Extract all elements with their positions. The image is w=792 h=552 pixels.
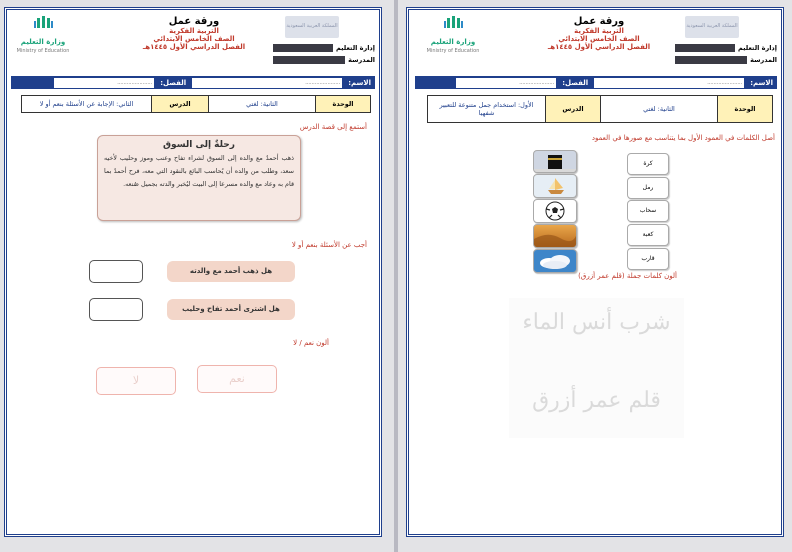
story-card <box>97 135 301 221</box>
edu-admin-field[interactable] <box>675 44 735 52</box>
worksheet-term: الفصل الدراسي الأول ١٤٤٥هـ <box>547 43 651 51</box>
name-label: الاسم: <box>348 78 371 87</box>
unit-label: الوحدة <box>718 96 773 123</box>
school-label: المدرسة <box>750 56 777 64</box>
ministry-name-en: Ministry of Education <box>16 48 70 54</box>
yes-option[interactable]: نعم <box>197 365 277 393</box>
worksheet-page-right <box>406 7 784 537</box>
edu-admin-label: إدارة التعليم <box>737 44 777 52</box>
lesson-value: الثاني: الإجابة عن الأسئلة بنعم أو لا <box>22 96 152 113</box>
instruction-listen: أستمع إلى قصة الدرس <box>299 123 367 131</box>
lesson-info-table <box>21 95 371 113</box>
kingdom-crest <box>285 16 339 38</box>
worksheet-title: ورقة عمل <box>168 16 220 27</box>
boat-icon <box>534 175 576 197</box>
lesson-label: الدرس <box>152 96 209 113</box>
name-field[interactable]: ...................... <box>192 78 342 88</box>
story-title: رحلةٌ إلى السوق <box>163 140 235 150</box>
name-field[interactable]: ...................... <box>594 78 744 88</box>
question-2: هل اشترى أحمد تفاح وحليب <box>167 299 295 320</box>
school-field[interactable] <box>273 56 345 64</box>
clouds-image[interactable] <box>533 249 577 273</box>
answer-box-1[interactable] <box>89 260 143 283</box>
school-label: المدرسة <box>348 56 375 64</box>
crest-text: المملكة العربية السعودية <box>686 23 738 29</box>
ball-icon <box>534 200 576 222</box>
tracing-area <box>509 298 684 438</box>
no-option[interactable]: لا <box>96 367 176 395</box>
lesson-label: الدرس <box>546 96 601 123</box>
class-field[interactable]: ...................... <box>456 78 556 88</box>
worksheet-title: ورقة عمل <box>573 16 625 27</box>
ministry-logo <box>11 14 75 58</box>
worksheet-grade: الصف الخامس الابتدائي <box>153 35 235 43</box>
worksheet-subject: التربية الفكرية <box>574 27 624 35</box>
word-item[interactable]: رمل <box>627 177 669 199</box>
worksheet-heading <box>139 16 249 51</box>
class-label: الفصل: <box>160 78 187 87</box>
sand-image[interactable] <box>533 224 577 248</box>
ministry-logo <box>421 14 485 58</box>
ball-image[interactable] <box>533 199 577 223</box>
page-divider <box>394 0 398 552</box>
worksheet-term: الفصل الدراسي الأول ١٤٤٥هـ <box>142 43 246 51</box>
instruction-answer: أجب عن الأسئلة بنعم أو لا <box>291 241 367 249</box>
ministry-name: وزارة التعليم <box>20 38 66 46</box>
unit-label: الوحدة <box>316 96 371 113</box>
name-bar <box>11 76 375 89</box>
word-item[interactable]: كرة <box>627 153 669 175</box>
word-item[interactable]: قارب <box>627 248 669 270</box>
lesson-info-table <box>427 95 773 123</box>
question-1: هل ذهب أحمد مع والدته <box>167 261 295 282</box>
word-item[interactable]: كعبة <box>627 224 669 246</box>
school-meta <box>269 43 375 65</box>
unit-value: الثانية: لغتي <box>601 96 718 123</box>
name-label: الاسم: <box>750 78 773 87</box>
trace-sentence-1[interactable]: شرب أنس الماء <box>522 310 671 335</box>
answer-box-2[interactable] <box>89 298 143 321</box>
school-meta <box>671 43 777 65</box>
ministry-name-en: Ministry of Education <box>426 48 480 54</box>
trace-sentence-2[interactable]: قلم عمر أزرق <box>532 388 661 413</box>
lesson-value: الأول: استخدام جمل متنوعة للتعبير شفهيا <box>428 96 546 123</box>
worksheet-subject: التربية الفكرية <box>169 27 219 35</box>
story-body: ذهب أحمدُ مع والده إلى السوق لشراء تفاح وعنب وموز وحليب لأخيه سعد، وطلب من والده أن يُحاسب البائع بالنقود التي معه، فرح أحمدُ بما قام به وعاد مع والده مسرعا إلى البيت ليُخبر والدته بجميل صُنعه. <box>104 154 294 188</box>
kaaba-icon <box>534 151 576 172</box>
name-bar <box>415 76 777 89</box>
worksheet-heading <box>544 16 654 51</box>
school-field[interactable] <box>675 56 747 64</box>
unit-value: الثانية: لغتي <box>209 96 316 113</box>
instruction-color-sentence: ألون كلمات جملة (قلم عمر أزرق) <box>578 272 677 280</box>
instruction-color: ألون نعم / لا <box>293 339 329 347</box>
class-field[interactable]: ...................... <box>54 78 154 88</box>
crest-text: المملكة العربية السعودية <box>286 23 338 29</box>
edu-admin-field[interactable] <box>273 44 333 52</box>
ministry-name: وزارة التعليم <box>430 38 476 46</box>
worksheet-grade: الصف الخامس الابتدائي <box>558 35 640 43</box>
instruction-match: أصل الكلمات في العمود الأول بما يتناسب مع صورها في العمود <box>591 134 775 142</box>
boat-image[interactable] <box>533 174 577 198</box>
kingdom-crest <box>685 16 739 38</box>
word-item[interactable]: سحاب <box>627 200 669 222</box>
class-label: الفصل: <box>562 78 589 87</box>
edu-admin-label: إدارة التعليم <box>335 44 375 52</box>
sand-dunes-icon <box>534 225 576 247</box>
kaaba-image[interactable] <box>533 150 577 173</box>
clouds-icon <box>534 250 576 272</box>
worksheet-page-left <box>4 7 382 537</box>
